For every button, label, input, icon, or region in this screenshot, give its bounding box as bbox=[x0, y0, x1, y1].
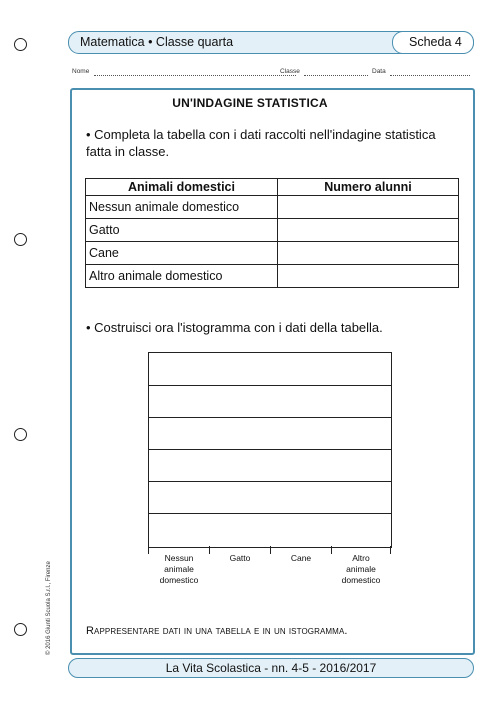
grid-line bbox=[149, 481, 391, 482]
count-cell[interactable] bbox=[278, 196, 459, 219]
data-label: Data bbox=[372, 68, 386, 75]
row-label: Gatto bbox=[86, 219, 278, 242]
histogram-grid[interactable] bbox=[148, 352, 392, 548]
nome-line[interactable] bbox=[94, 75, 296, 76]
row-label: Altro animale domestico bbox=[86, 265, 278, 288]
count-cell[interactable] bbox=[278, 219, 459, 242]
classe-label: Classe bbox=[280, 68, 300, 75]
binder-hole-lower bbox=[14, 428, 27, 441]
header-bar bbox=[68, 31, 474, 54]
data-line[interactable] bbox=[390, 75, 470, 76]
footer-bar: La Vita Scolastica - nn. 4-5 - 2016/2017 bbox=[68, 658, 474, 678]
instruction-histogram: • Costruisci ora l'istogramma con i dati della tabella. bbox=[86, 320, 383, 335]
objective-caption: Rappresentare dati in una tabella e in un istogramma. bbox=[86, 625, 348, 637]
header-animali: Animali domestici bbox=[86, 179, 278, 196]
worksheet-title: UN'INDAGINE STATISTICA bbox=[172, 96, 328, 110]
sheet-tab bbox=[392, 31, 474, 54]
binder-hole-top bbox=[14, 38, 27, 51]
row-label: Cane bbox=[86, 242, 278, 265]
classe-line[interactable] bbox=[304, 75, 368, 76]
grid-line bbox=[149, 417, 391, 418]
count-cell[interactable] bbox=[278, 242, 459, 265]
count-cell[interactable] bbox=[278, 265, 459, 288]
instruction-table: • Completa la tabella con i dati raccolti nell'indagine statistica fatta in classe. bbox=[86, 127, 436, 159]
grid-line bbox=[149, 513, 391, 514]
nome-label: Nome bbox=[72, 68, 90, 75]
x-label-altro: Altro animale domestico bbox=[341, 553, 381, 585]
row-label: Nessun animale domestico bbox=[86, 196, 278, 219]
x-label-nessun: Nessun animale domestico bbox=[159, 553, 199, 585]
subject-title: Matematica • Classe quarta bbox=[80, 35, 234, 49]
x-label-gatto: Gatto bbox=[229, 553, 251, 563]
binder-hole-bottom bbox=[14, 623, 27, 636]
grid-line bbox=[149, 385, 391, 386]
data-table bbox=[85, 178, 459, 288]
table-row bbox=[86, 219, 459, 242]
table-row bbox=[86, 242, 459, 265]
header-numero: Numero alunni bbox=[278, 179, 459, 196]
histogram-x-axis bbox=[148, 546, 392, 588]
table-row bbox=[86, 265, 459, 288]
grid-line bbox=[149, 449, 391, 450]
x-label-cane: Cane bbox=[290, 553, 312, 563]
copyright-notice: © 2016 Giunti Scuola S.r.l., Firenze bbox=[46, 561, 52, 655]
sheet-number: Scheda 4 bbox=[409, 35, 462, 49]
table-row bbox=[86, 196, 459, 219]
binder-hole-upper bbox=[14, 233, 27, 246]
